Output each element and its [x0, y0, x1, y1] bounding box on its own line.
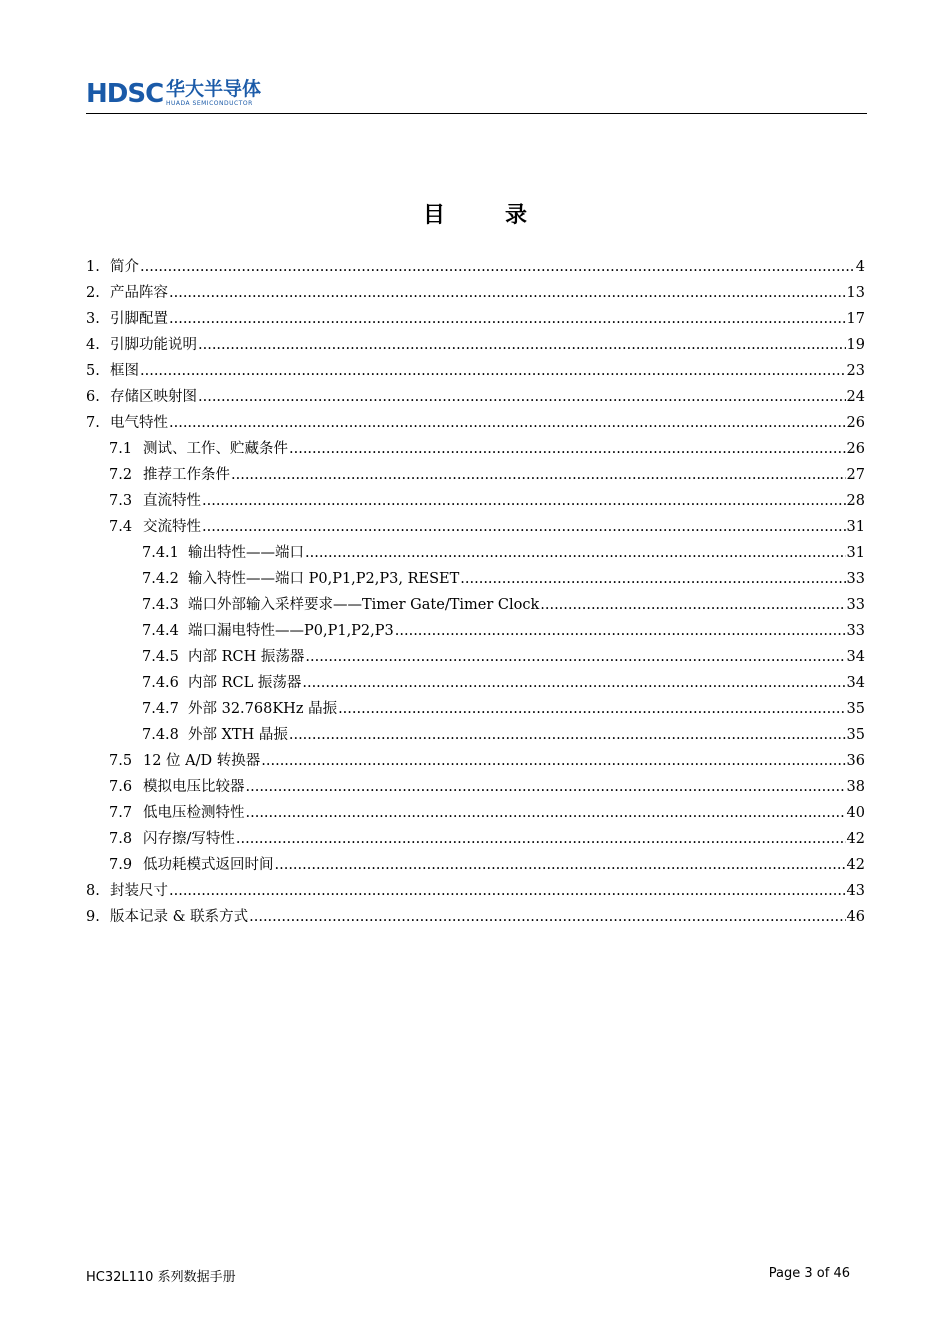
toc-dot-leader [289, 440, 846, 458]
toc-entry[interactable] [86, 562, 865, 588]
toc-entry[interactable] [86, 302, 865, 328]
toc-entry-number: 7. [86, 415, 100, 431]
toc-entry[interactable] [86, 718, 865, 744]
toc-entry-title: 端口外部输入采样要求——Timer Gate/Timer Clock [188, 597, 540, 613]
toc-entry-page: 17 [846, 311, 865, 327]
toc-entry-page: 31 [846, 545, 865, 561]
toc-entry-number: 7.8 [109, 831, 133, 847]
toc-entry-page: 4 [855, 259, 865, 275]
toc-dot-leader [231, 466, 846, 484]
toc-entry-title: 内部 RCH 振荡器 [188, 649, 305, 665]
toc-entry-number: 5. [86, 363, 100, 379]
toc-entry-title: 测试、工作、贮藏条件 [143, 441, 288, 457]
toc-entry[interactable] [86, 406, 865, 432]
toc-entry-title: 输出特性——端口 [188, 545, 304, 561]
toc-entry-page: 35 [846, 727, 865, 743]
toc-entry-page: 38 [846, 779, 865, 795]
toc-entry-title: 存储区映射图 [110, 389, 197, 405]
toc-dot-leader [540, 596, 845, 614]
toc-entry-title: 低电压检测特性 [143, 805, 245, 821]
toc-entry-number: 7.6 [109, 779, 133, 795]
toc-entry[interactable] [86, 536, 865, 562]
toc-title: 目录 [422, 203, 587, 228]
toc-entry-page: 26 [846, 415, 865, 431]
toc-entry-title: 框图 [110, 363, 139, 379]
toc-entry-page: 34 [846, 675, 865, 691]
toc-entry-title: 外部 XTH 晶振 [188, 727, 288, 743]
toc-entry-title: 电气特性 [110, 415, 168, 431]
logo-english-name: HUADA SEMICONDUCTOR [166, 100, 253, 107]
toc-entry[interactable] [86, 796, 865, 822]
toc-entry[interactable] [86, 666, 865, 692]
toc-entry-title: 引脚功能说明 [110, 337, 197, 353]
toc-entry-page: 34 [846, 649, 865, 665]
toc-entry[interactable] [86, 484, 865, 510]
toc-entry-number: 7.5 [109, 753, 133, 769]
toc-entry-page: 33 [846, 597, 865, 613]
toc-entry-title: 封装尺寸 [110, 883, 168, 899]
toc-dot-leader [338, 700, 845, 718]
toc-entry-title: 12 位 A/D 转换器 [143, 753, 261, 769]
toc-entry-page: 27 [846, 467, 865, 483]
toc-dot-leader [305, 544, 846, 562]
toc-entry-number: 7.1 [109, 441, 133, 457]
toc-entry-title: 低功耗模式返回时间 [143, 857, 274, 873]
toc-entry-number: 4. [86, 337, 100, 353]
toc-entry-title: 外部 32.768KHz 晶振 [188, 701, 338, 717]
toc-dot-leader [460, 570, 845, 588]
toc-entry[interactable] [86, 744, 865, 770]
toc-entry-page: 19 [846, 337, 865, 353]
toc-entry-number: 1. [86, 259, 100, 275]
toc-entry[interactable] [86, 822, 865, 848]
toc-entry-title: 交流特性 [143, 519, 201, 535]
toc-dot-leader [169, 284, 846, 302]
toc-dot-leader [305, 648, 845, 666]
toc-entry[interactable] [86, 874, 865, 900]
toc-entry-page: 42 [846, 857, 865, 873]
toc-entry-number: 7.7 [109, 805, 133, 821]
toc-entry-number: 7.4.7 [142, 701, 179, 717]
toc-dot-leader [169, 310, 846, 328]
toc-entry-page: 33 [846, 623, 865, 639]
toc-dot-leader [202, 492, 846, 510]
toc-entry[interactable] [86, 250, 865, 276]
toc-entry[interactable] [86, 692, 865, 718]
toc-entry-number: 7.4.8 [142, 727, 179, 743]
toc-entry-number: 7.4.5 [142, 649, 179, 665]
toc-entry-number: 3. [86, 311, 100, 327]
toc-entry-title: 端口漏电特性——P0,P1,P2,P3 [188, 623, 394, 639]
toc-entry-title: 内部 RCL 振荡器 [188, 675, 302, 691]
toc-entry-page: 36 [846, 753, 865, 769]
toc-entry-number: 9. [86, 909, 100, 925]
toc-entry[interactable] [86, 328, 865, 354]
toc-entry[interactable] [86, 640, 865, 666]
logo-chinese-name: 华大半导体 [166, 78, 262, 100]
toc-entry-title: 产品阵容 [110, 285, 168, 301]
toc-entry-number: 7.4.6 [142, 675, 179, 691]
toc-entry-title: 模拟电压比较器 [143, 779, 245, 795]
toc-entry[interactable] [86, 510, 865, 536]
toc-entry[interactable] [86, 614, 865, 640]
toc-entry-number: 7.2 [109, 467, 133, 483]
toc-dot-leader [169, 414, 846, 432]
footer-doc-name: HC32L110 系列数据手册 [86, 1270, 236, 1285]
toc-entry-page: 42 [846, 831, 865, 847]
toc-entry[interactable] [86, 432, 865, 458]
toc-entry-page: 13 [846, 285, 865, 301]
toc-entry-page: 33 [846, 571, 865, 587]
toc-entry[interactable] [86, 354, 865, 380]
toc-dot-leader [140, 258, 855, 276]
toc-entry[interactable] [86, 380, 865, 406]
header-divider [86, 113, 867, 114]
toc-dot-leader [202, 518, 846, 536]
toc-dot-leader [246, 804, 846, 822]
toc-entry-title: 直流特性 [143, 493, 201, 509]
toc-entry-page: 28 [846, 493, 865, 509]
toc-dot-leader [302, 674, 845, 692]
toc-dot-leader [249, 908, 845, 926]
toc-entry-page: 46 [846, 909, 865, 925]
toc-entry-page: 26 [846, 441, 865, 457]
toc-entry[interactable] [86, 588, 865, 614]
toc-entry-title: 简介 [110, 259, 139, 275]
logo-mark: HDSC [86, 79, 164, 109]
toc-entry-title: 闪存擦/写特性 [143, 831, 235, 847]
toc-entry-number: 8. [86, 883, 100, 899]
toc-entry[interactable] [86, 900, 865, 926]
toc-entry[interactable] [86, 276, 865, 302]
toc-dot-leader [198, 336, 846, 354]
toc-entry-number: 7.4.4 [142, 623, 179, 639]
toc-dot-leader [169, 882, 846, 900]
table-of-contents [86, 250, 865, 926]
toc-entry-number: 2. [86, 285, 100, 301]
toc-entry-page: 35 [846, 701, 865, 717]
toc-dot-leader [198, 388, 846, 406]
toc-entry-title: 输入特性——端口 P0,P1,P2,P3, RESET [188, 571, 460, 587]
toc-entry-page: 23 [846, 363, 865, 379]
toc-entry-number: 6. [86, 389, 100, 405]
toc-entry[interactable] [86, 848, 865, 874]
toc-dot-leader [261, 752, 845, 770]
toc-entry-title: 引脚配置 [110, 311, 168, 327]
toc-entry[interactable] [86, 770, 865, 796]
toc-entry-number: 7.4 [109, 519, 133, 535]
footer-page-number: Page 3 of 46 [768, 1266, 850, 1281]
toc-entry[interactable] [86, 458, 865, 484]
toc-entry-number: 7.4.3 [142, 597, 179, 613]
toc-entry-number: 7.4.2 [142, 571, 179, 587]
toc-entry-title: 版本记录 & 联系方式 [110, 909, 249, 925]
toc-entry-page: 43 [846, 883, 865, 899]
toc-dot-leader [395, 622, 846, 640]
toc-dot-leader [246, 778, 846, 796]
toc-entry-page: 40 [846, 805, 865, 821]
toc-entry-title: 推荐工作条件 [143, 467, 230, 483]
toc-entry-number: 7.9 [109, 857, 133, 873]
toc-dot-leader [289, 726, 846, 744]
toc-dot-leader [140, 362, 846, 380]
toc-entry-page: 24 [846, 389, 865, 405]
toc-entry-number: 7.4.1 [142, 545, 179, 561]
toc-dot-leader [236, 830, 846, 848]
toc-dot-leader [275, 856, 846, 874]
toc-entry-number: 7.3 [109, 493, 133, 509]
toc-entry-page: 31 [846, 519, 865, 535]
